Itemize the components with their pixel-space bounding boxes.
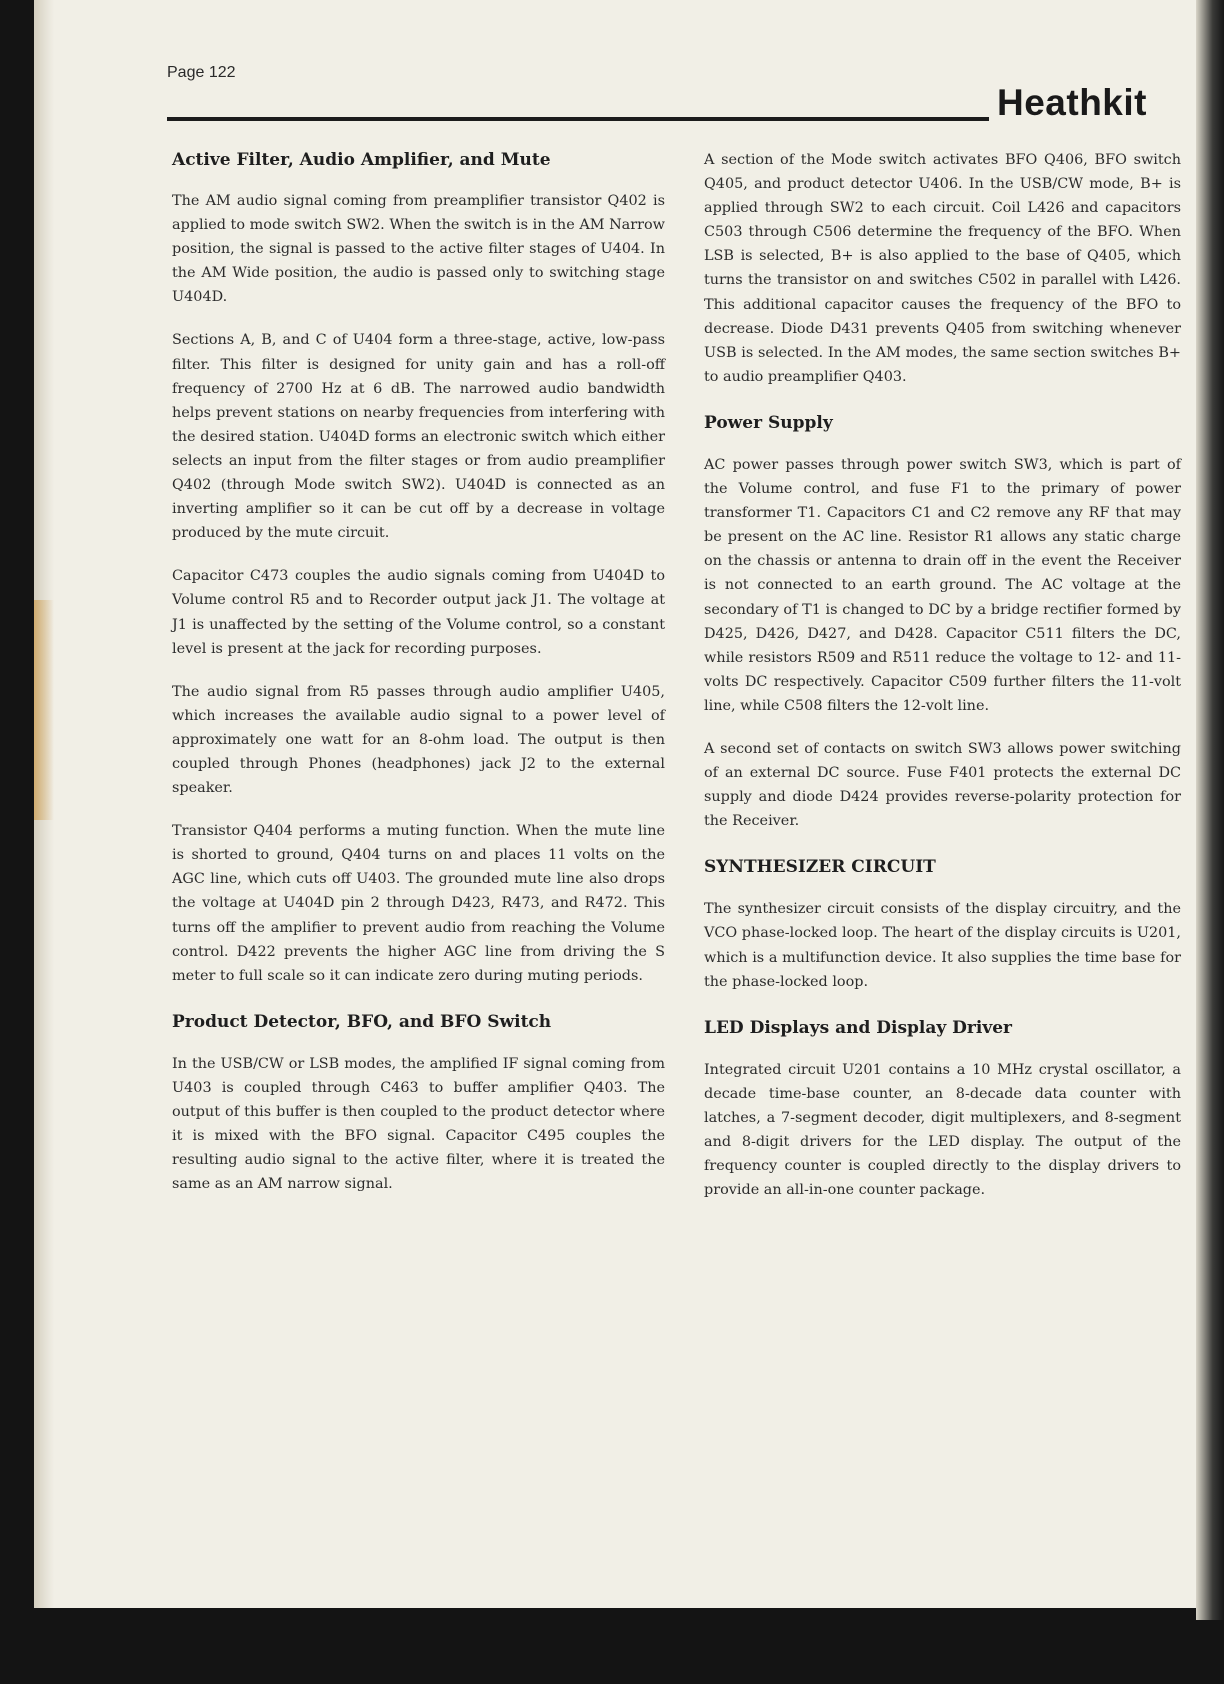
section-heading-led-displays: LED Displays and Display Driver — [704, 1017, 1012, 1038]
paragraph: A second set of contacts on switch SW3 allows power switching of an external DC source. Fuse F401 protects the external DC supply and diode D424 provides reverse-polarity protection for the Receiver. — [704, 740, 1181, 830]
paragraph: The synthesizer circuit consists of the display circuitry, and the VCO phase-locked loop. The heart of the display circuits is U201, which is a multifunction device. It also supplies the time base for the phase-locked loop. — [704, 901, 1181, 990]
page-right-edge — [1196, 0, 1224, 1620]
paragraph: Sections A, B, and C of U404 form a three-stage, active, low-pass filter. This filter is designed for unity gain and has a roll-off frequency of 2700 Hz at 6 dB. The narrowed audio bandwidth helps prevent stations on nearby frequencies from interfering with the desired station. U404D forms an electronic switch which either selects an input from the filter stages or from audio preamplifier Q402 (through Mode switch SW2). U404D is connected as an inverting amplifier so it can be cut off by a decrease in voltage produced by the mute circuit. — [172, 332, 665, 542]
header-rule — [167, 117, 989, 121]
paragraph: In the USB/CW or LSB modes, the amplified IF signal coming from U403 is coupled through C463 to buffer amplifier Q403. The output of this buffer is then coupled to the product detector where it is mixed with the BFO signal. Capacitor C495 couples the resulting audio signal to the active filter, where it is treated the same as an AM narrow signal. — [172, 1055, 665, 1193]
section-heading-power-supply: Power Supply — [704, 412, 833, 433]
paragraph: Transistor Q404 performs a muting function. When the mute line is shorted to ground, Q404 turns on and places 11 volts on the AGC line, which cuts off U403. The grounded mute line also drops the voltage at U404D pin 2 through D423, R473, and R472. This turns off the amplifier to prevent audio from reaching the Volume control. D422 prevents the higher AGC line from driving the S meter to full scale so it can indicate zero during muting periods. — [172, 823, 665, 984]
paragraph: The audio signal from R5 passes through audio amplifier U405, which increases the available audio signal to a power level of approximately one watt for an 8-ohm load. The output is then coupled through Phones (headphones) jack J2 to the external speaker. — [172, 683, 665, 797]
paragraph: AC power passes through power switch SW3, which is part of the Volume control, and fuse F1 to the primary of power transformer T1. Capacitors C1 and C2 remove any RF that may be present on the AC line. Resistor R1 allows any static charge on the chassis or antenna to drain off in the event the Receiver is not connected to an earth ground. The AC voltage at the secondary of T1 is changed to DC by a bridge rectifier formed by D425, D426, D427, and D428. Capacitor C511 filters the DC, while resistors R509 and R511 reduce the voltage to 12- and 11-volts DC respectively. Capacitor C509 further filters the 11-volt line, while C508 filters the 12-volt line. — [704, 456, 1181, 714]
page-stain — [34, 600, 54, 820]
paragraph: A section of the Mode switch activates BFO Q406, BFO switch Q405, and product detector U406. In the USB/CW mode, B+ is applied through SW2 to each circuit. Coil L426 and capacitors C503 through C506 determine the frequency of the BFO. When LSB is selected, B+ is also applied to the base of Q405, which turns the transistor on and switches C502 in parallel with L426. This additional capacitor causes the frequency of the BFO to decrease. Diode D431 prevents Q405 from switching whenever USB is selected. In the AM modes, the same section switches B+ to audio preamplifier Q403. — [704, 152, 1181, 385]
paragraph: Integrated circuit U201 contains a 10 MHz crystal oscillator, a decade time-base counter, an 8-decade data counter with latches, a 7-segment decoder, digit multiplexers, and 8-segment and 8-digit drivers for the LED display. The output of the frequency counter is coupled directly to the display drivers to provide an all-in-one counter package. — [704, 1061, 1181, 1199]
paragraph: The AM audio signal coming from preamplifier transistor Q402 is applied to mode switch SW2. When the switch is in the AM Narrow position, the signal is passed to the active filter stages of U404. In the AM Wide position, the audio is passed only to switching stage U404D. — [172, 193, 665, 306]
right-column — [704, 148, 1181, 1202]
brand-logo: Heathkit — [997, 82, 1147, 123]
section-heading-product-detector: Product Detector, BFO, and BFO Switch — [172, 1011, 552, 1032]
section-heading-synthesizer: SYNTHESIZER CIRCUIT — [704, 857, 936, 878]
left-column — [172, 148, 665, 1196]
section-heading-active-filter: Active Filter, Audio Amplifier, and Mute — [172, 150, 551, 170]
paragraph: Capacitor C473 couples the audio signals coming from U404D to Volume control R5 and to Recorder output jack J1. The voltage at J1 is unaffected by the setting of the Volume control, so a constant level is present at the jack for recording purposes. — [172, 568, 665, 657]
page-number: Page 122 — [167, 64, 236, 81]
